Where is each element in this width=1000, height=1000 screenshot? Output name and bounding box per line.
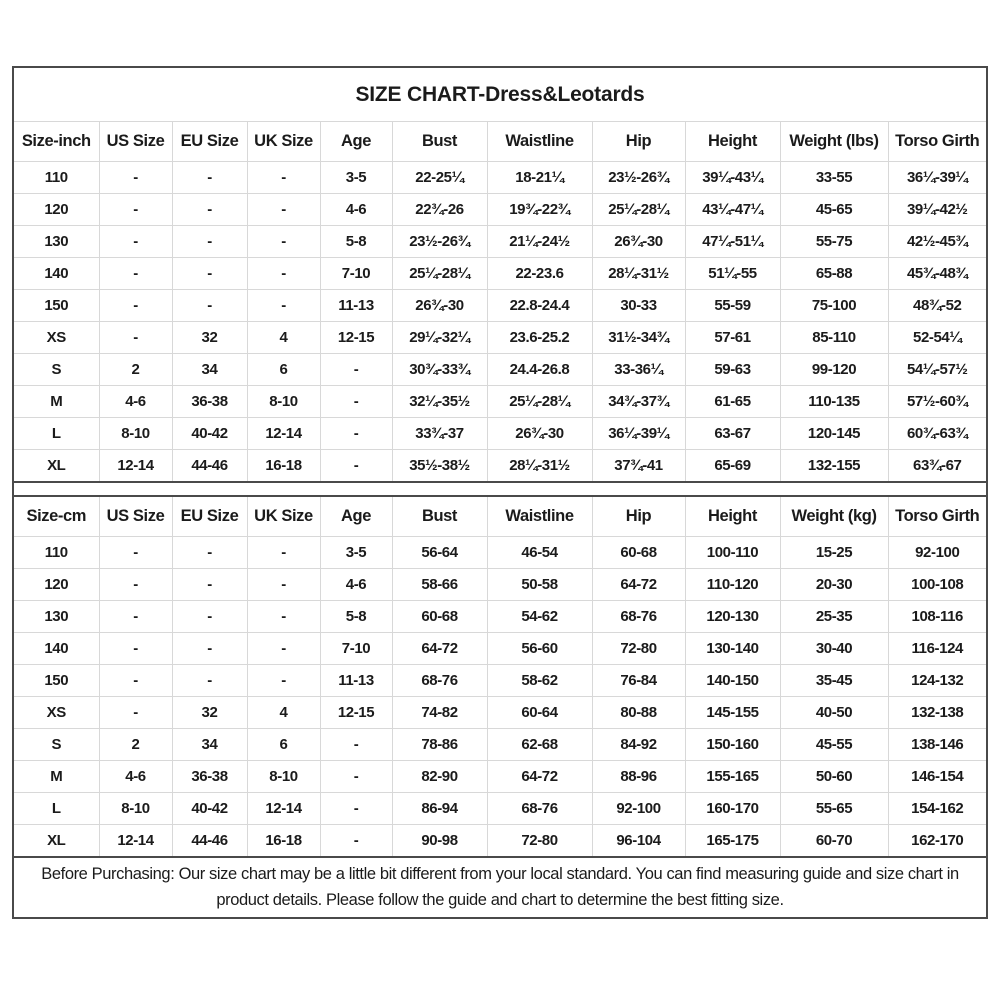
table-cell: 40-42 bbox=[172, 418, 247, 450]
table-cell: 7-10 bbox=[320, 258, 392, 290]
table-cell: 50-58 bbox=[487, 569, 592, 601]
table-cell: - bbox=[172, 194, 247, 226]
table-cell: - bbox=[99, 665, 172, 697]
table-cell: 25¼-28¼ bbox=[392, 258, 487, 290]
table-row bbox=[14, 354, 986, 386]
table-cell: 30¾-33¾ bbox=[392, 354, 487, 386]
table-cell: - bbox=[320, 729, 392, 761]
table-cell: - bbox=[247, 665, 320, 697]
header-cell: Size-cm bbox=[14, 497, 99, 537]
table-cell: 63-67 bbox=[685, 418, 780, 450]
table-cell: 57½-60¾ bbox=[888, 386, 986, 418]
table-cell: 130 bbox=[14, 226, 99, 258]
table-cell: - bbox=[172, 665, 247, 697]
table-cell: 39¼-43¼ bbox=[685, 162, 780, 194]
table-cell: 4-6 bbox=[320, 194, 392, 226]
table-cell: 4 bbox=[247, 697, 320, 729]
table-cell: 60-68 bbox=[392, 601, 487, 633]
table-cell: 6 bbox=[247, 354, 320, 386]
table-cell: 32¼-35½ bbox=[392, 386, 487, 418]
table-cell: 11-13 bbox=[320, 665, 392, 697]
table-cell: 36-38 bbox=[172, 386, 247, 418]
table-cell: 5-8 bbox=[320, 601, 392, 633]
table-row bbox=[14, 601, 986, 633]
table-cell: 16-18 bbox=[247, 825, 320, 857]
table-cell: 40-50 bbox=[780, 697, 888, 729]
table-cell: - bbox=[99, 697, 172, 729]
table-cell: 12-14 bbox=[99, 825, 172, 857]
table-cell: 23½-26¾ bbox=[592, 162, 685, 194]
table-cell: - bbox=[99, 322, 172, 354]
header-cell: US Size bbox=[99, 122, 172, 162]
table-cell: - bbox=[247, 226, 320, 258]
table-cell: 120 bbox=[14, 569, 99, 601]
table-cell: - bbox=[99, 290, 172, 322]
table-cell: 30-33 bbox=[592, 290, 685, 322]
header-cell: Weight (kg) bbox=[780, 497, 888, 537]
table-row bbox=[14, 162, 986, 194]
table-cell: 110 bbox=[14, 537, 99, 569]
table-cell: L bbox=[14, 793, 99, 825]
header-row bbox=[14, 497, 986, 537]
table-cell: 12-14 bbox=[247, 793, 320, 825]
table-cell: 150-160 bbox=[685, 729, 780, 761]
table-cell: S bbox=[14, 354, 99, 386]
table-cell: 108-116 bbox=[888, 601, 986, 633]
table-cell: 76-84 bbox=[592, 665, 685, 697]
table-row bbox=[14, 537, 986, 569]
table-cell: 3-5 bbox=[320, 537, 392, 569]
table-cell: - bbox=[172, 569, 247, 601]
table-cell: 31½-34¾ bbox=[592, 322, 685, 354]
table-cell: 37¾-41 bbox=[592, 450, 685, 482]
table-cell: 6 bbox=[247, 729, 320, 761]
table-cell: - bbox=[247, 290, 320, 322]
table-cell: - bbox=[320, 793, 392, 825]
table-cell: 64-72 bbox=[592, 569, 685, 601]
table-cell: - bbox=[247, 569, 320, 601]
table-cell: XS bbox=[14, 322, 99, 354]
table-cell: 32 bbox=[172, 697, 247, 729]
table-cell: - bbox=[172, 601, 247, 633]
table-cell: 100-108 bbox=[888, 569, 986, 601]
table-cell: 45¾-48¾ bbox=[888, 258, 986, 290]
table-cell: 35-45 bbox=[780, 665, 888, 697]
table-cell: 146-154 bbox=[888, 761, 986, 793]
table-cell: 50-60 bbox=[780, 761, 888, 793]
table-cell: - bbox=[172, 226, 247, 258]
header-row bbox=[14, 122, 986, 162]
table-cell: 33-55 bbox=[780, 162, 888, 194]
table-cell: 162-170 bbox=[888, 825, 986, 857]
table-cell: 4 bbox=[247, 322, 320, 354]
table-cell: 72-80 bbox=[592, 633, 685, 665]
table-cell: 120-145 bbox=[780, 418, 888, 450]
table-cell: S bbox=[14, 729, 99, 761]
header-cell: UK Size bbox=[247, 497, 320, 537]
table-cell: 155-165 bbox=[685, 761, 780, 793]
table-cell: 23½-26¾ bbox=[392, 226, 487, 258]
table-row bbox=[14, 729, 986, 761]
table-cell: 21¼-24½ bbox=[487, 226, 592, 258]
table-cell: 2 bbox=[99, 729, 172, 761]
table-cell: 75-100 bbox=[780, 290, 888, 322]
table-row bbox=[14, 290, 986, 322]
table-cell: 34 bbox=[172, 354, 247, 386]
table-cell: 28¼-31½ bbox=[592, 258, 685, 290]
table-cell: 140 bbox=[14, 633, 99, 665]
table-cell: - bbox=[247, 162, 320, 194]
table-cell: 30-40 bbox=[780, 633, 888, 665]
table-cell: 88-96 bbox=[592, 761, 685, 793]
table-cell: 92-100 bbox=[592, 793, 685, 825]
table-cell: 5-8 bbox=[320, 226, 392, 258]
table-cell: 4-6 bbox=[99, 761, 172, 793]
table-cell: 68-76 bbox=[487, 793, 592, 825]
table-cell: 36¼-39¼ bbox=[592, 418, 685, 450]
table-row bbox=[14, 665, 986, 697]
table-cell: 19¾-22¾ bbox=[487, 194, 592, 226]
table-cell: 60-64 bbox=[487, 697, 592, 729]
table-cell: - bbox=[247, 194, 320, 226]
table-cell: 54-62 bbox=[487, 601, 592, 633]
purchase-note: Before Purchasing: Our size chart may be a little bit different from your local standard. You can find measuring guide and size chart in product details. Please follow the guide and chart to determine the best fitting size. bbox=[14, 856, 986, 917]
table-cell: 43¼-47¼ bbox=[685, 194, 780, 226]
table-cell: 29¼-32¼ bbox=[392, 322, 487, 354]
table-row bbox=[14, 450, 986, 482]
table-cell: XS bbox=[14, 697, 99, 729]
table-cell: 124-132 bbox=[888, 665, 986, 697]
table-cell: 26¾-30 bbox=[592, 226, 685, 258]
table-cell: 63¾-67 bbox=[888, 450, 986, 482]
table-cell: - bbox=[99, 633, 172, 665]
table-cell: 160-170 bbox=[685, 793, 780, 825]
table-cell: - bbox=[99, 258, 172, 290]
header-cell: US Size bbox=[99, 497, 172, 537]
table-cell: 61-65 bbox=[685, 386, 780, 418]
table-cell: - bbox=[247, 633, 320, 665]
table-cell: 25¼-28¼ bbox=[487, 386, 592, 418]
table-cell: - bbox=[247, 537, 320, 569]
table-cell: 22-25¼ bbox=[392, 162, 487, 194]
table-row bbox=[14, 825, 986, 857]
table-cell: - bbox=[172, 290, 247, 322]
table-row bbox=[14, 761, 986, 793]
header-cell: Torso Girth bbox=[888, 497, 986, 537]
table-cell: - bbox=[320, 386, 392, 418]
table-cell: 18-21¼ bbox=[487, 162, 592, 194]
table-cell: 55-59 bbox=[685, 290, 780, 322]
table-cell: 33¾-37 bbox=[392, 418, 487, 450]
table-cell: 64-72 bbox=[392, 633, 487, 665]
table-cell: - bbox=[99, 601, 172, 633]
size-chart-sheet bbox=[12, 66, 988, 919]
table-cell: 24.4-26.8 bbox=[487, 354, 592, 386]
table-cell: 92-100 bbox=[888, 537, 986, 569]
table-cell: 74-82 bbox=[392, 697, 487, 729]
table-row bbox=[14, 322, 986, 354]
table-cell: - bbox=[320, 418, 392, 450]
table-cell: 40-42 bbox=[172, 793, 247, 825]
table-cell: 110-135 bbox=[780, 386, 888, 418]
table-cell: 26¾-30 bbox=[392, 290, 487, 322]
table-cell: 60-68 bbox=[592, 537, 685, 569]
header-cell: Age bbox=[320, 122, 392, 162]
table-cell: 132-155 bbox=[780, 450, 888, 482]
table-cell: 54¼-57½ bbox=[888, 354, 986, 386]
table-cell: 138-146 bbox=[888, 729, 986, 761]
table-cell: 2 bbox=[99, 354, 172, 386]
table-cell: 25¼-28¼ bbox=[592, 194, 685, 226]
header-cell: Bust bbox=[392, 497, 487, 537]
table-cell: 116-124 bbox=[888, 633, 986, 665]
table-cell: 140-150 bbox=[685, 665, 780, 697]
table-cell: 56-60 bbox=[487, 633, 592, 665]
table-cell: 15-25 bbox=[780, 537, 888, 569]
table-row bbox=[14, 633, 986, 665]
table-cell: 99-120 bbox=[780, 354, 888, 386]
table-cell: 3-5 bbox=[320, 162, 392, 194]
table-cell: 51¼-55 bbox=[685, 258, 780, 290]
table-cell: - bbox=[99, 569, 172, 601]
table-row bbox=[14, 418, 986, 450]
header-cell: Hip bbox=[592, 497, 685, 537]
table-cell: 84-92 bbox=[592, 729, 685, 761]
table-cell: - bbox=[99, 194, 172, 226]
table-cell: - bbox=[172, 633, 247, 665]
table-cell: 20-30 bbox=[780, 569, 888, 601]
table-cell: 85-110 bbox=[780, 322, 888, 354]
size-table-inch bbox=[14, 122, 986, 481]
table-row bbox=[14, 386, 986, 418]
table-cell: 22.8-24.4 bbox=[487, 290, 592, 322]
table-cell: M bbox=[14, 761, 99, 793]
table-cell: 65-69 bbox=[685, 450, 780, 482]
table-cell: 80-88 bbox=[592, 697, 685, 729]
table-cell: 55-75 bbox=[780, 226, 888, 258]
table-cell: 8-10 bbox=[247, 386, 320, 418]
table-row bbox=[14, 226, 986, 258]
table-cell: 47¼-51¼ bbox=[685, 226, 780, 258]
table-cell: 4-6 bbox=[320, 569, 392, 601]
table-cell: 34¾-37¾ bbox=[592, 386, 685, 418]
table-cell: 120-130 bbox=[685, 601, 780, 633]
table-cell: 55-65 bbox=[780, 793, 888, 825]
table-cell: 16-18 bbox=[247, 450, 320, 482]
header-cell: Age bbox=[320, 497, 392, 537]
table-cell: - bbox=[320, 825, 392, 857]
table-cell: 150 bbox=[14, 290, 99, 322]
table-cell: 12-15 bbox=[320, 697, 392, 729]
table-cell: 32 bbox=[172, 322, 247, 354]
table-row bbox=[14, 194, 986, 226]
table-cell: 39¼-42½ bbox=[888, 194, 986, 226]
table-cell: 46-54 bbox=[487, 537, 592, 569]
table-cell: 28¼-31½ bbox=[487, 450, 592, 482]
table-cell: 4-6 bbox=[99, 386, 172, 418]
table-cell: 22-23.6 bbox=[487, 258, 592, 290]
table-cell: 64-72 bbox=[487, 761, 592, 793]
table-cell: 58-62 bbox=[487, 665, 592, 697]
table-cell: 110 bbox=[14, 162, 99, 194]
table-cell: 62-68 bbox=[487, 729, 592, 761]
table-cell: - bbox=[320, 354, 392, 386]
table-cell: - bbox=[172, 162, 247, 194]
table-cell: 45-65 bbox=[780, 194, 888, 226]
table-cell: 130 bbox=[14, 601, 99, 633]
table-cell: 86-94 bbox=[392, 793, 487, 825]
header-cell: Height bbox=[685, 122, 780, 162]
table-cell: L bbox=[14, 418, 99, 450]
table-cell: 12-14 bbox=[99, 450, 172, 482]
header-cell: Weight (lbs) bbox=[780, 122, 888, 162]
header-cell: Waistline bbox=[487, 497, 592, 537]
table-cell: 140 bbox=[14, 258, 99, 290]
table-cell: 96-104 bbox=[592, 825, 685, 857]
table-row bbox=[14, 697, 986, 729]
table-cell: 8-10 bbox=[247, 761, 320, 793]
table-cell: - bbox=[172, 258, 247, 290]
header-cell: Bust bbox=[392, 122, 487, 162]
table-cell: 22¾-26 bbox=[392, 194, 487, 226]
table-cell: - bbox=[172, 537, 247, 569]
table-cell: 58-66 bbox=[392, 569, 487, 601]
table-cell: 110-120 bbox=[685, 569, 780, 601]
table-cell: 33-36¼ bbox=[592, 354, 685, 386]
header-cell: UK Size bbox=[247, 122, 320, 162]
table-cell: 52-54¼ bbox=[888, 322, 986, 354]
table-cell: 45-55 bbox=[780, 729, 888, 761]
table-cell: 82-90 bbox=[392, 761, 487, 793]
table-cell: 36-38 bbox=[172, 761, 247, 793]
table-cell: - bbox=[320, 450, 392, 482]
table-cell: 68-76 bbox=[392, 665, 487, 697]
table-cell: 23.6-25.2 bbox=[487, 322, 592, 354]
table-cell: 8-10 bbox=[99, 418, 172, 450]
table-cell: 154-162 bbox=[888, 793, 986, 825]
header-cell: EU Size bbox=[172, 122, 247, 162]
table-cell: - bbox=[99, 226, 172, 258]
header-cell: Hip bbox=[592, 122, 685, 162]
table-cell: XL bbox=[14, 450, 99, 482]
table-cell: M bbox=[14, 386, 99, 418]
header-cell: Size-inch bbox=[14, 122, 99, 162]
table-cell: 26¾-30 bbox=[487, 418, 592, 450]
table-cell: 44-46 bbox=[172, 450, 247, 482]
table-cell: 56-64 bbox=[392, 537, 487, 569]
table-cell: - bbox=[320, 761, 392, 793]
table-cell: 90-98 bbox=[392, 825, 487, 857]
table-row bbox=[14, 258, 986, 290]
table-cell: 36¼-39¼ bbox=[888, 162, 986, 194]
table-cell: 42½-45¾ bbox=[888, 226, 986, 258]
table-cell: 68-76 bbox=[592, 601, 685, 633]
table-cell: 25-35 bbox=[780, 601, 888, 633]
table-cell: - bbox=[247, 258, 320, 290]
table-cell: 132-138 bbox=[888, 697, 986, 729]
table-cell: 34 bbox=[172, 729, 247, 761]
table-cell: 78-86 bbox=[392, 729, 487, 761]
table-cell: 48¾-52 bbox=[888, 290, 986, 322]
table-cell: 65-88 bbox=[780, 258, 888, 290]
table-cell: - bbox=[99, 162, 172, 194]
table-row bbox=[14, 569, 986, 601]
table-cell: - bbox=[99, 537, 172, 569]
table-cell: 60-70 bbox=[780, 825, 888, 857]
table-cell: 11-13 bbox=[320, 290, 392, 322]
size-table-cm bbox=[14, 497, 986, 856]
table-cell: 12-14 bbox=[247, 418, 320, 450]
table-cell: 120 bbox=[14, 194, 99, 226]
table-cell: - bbox=[247, 601, 320, 633]
table-cell: 12-15 bbox=[320, 322, 392, 354]
page-title: SIZE CHART-Dress&Leotards bbox=[14, 68, 986, 122]
table-cell: 60¾-63¾ bbox=[888, 418, 986, 450]
table-cell: 35½-38½ bbox=[392, 450, 487, 482]
table-cell: 7-10 bbox=[320, 633, 392, 665]
table-separator bbox=[14, 481, 986, 497]
table-cell: 59-63 bbox=[685, 354, 780, 386]
header-cell: Torso Girth bbox=[888, 122, 986, 162]
header-cell: Waistline bbox=[487, 122, 592, 162]
table-cell: 72-80 bbox=[487, 825, 592, 857]
table-cell: 44-46 bbox=[172, 825, 247, 857]
table-cell: 150 bbox=[14, 665, 99, 697]
table-cell: XL bbox=[14, 825, 99, 857]
table-row bbox=[14, 793, 986, 825]
header-cell: Height bbox=[685, 497, 780, 537]
table-cell: 130-140 bbox=[685, 633, 780, 665]
table-cell: 165-175 bbox=[685, 825, 780, 857]
table-cell: 57-61 bbox=[685, 322, 780, 354]
table-cell: 145-155 bbox=[685, 697, 780, 729]
table-cell: 8-10 bbox=[99, 793, 172, 825]
table-cell: 100-110 bbox=[685, 537, 780, 569]
header-cell: EU Size bbox=[172, 497, 247, 537]
